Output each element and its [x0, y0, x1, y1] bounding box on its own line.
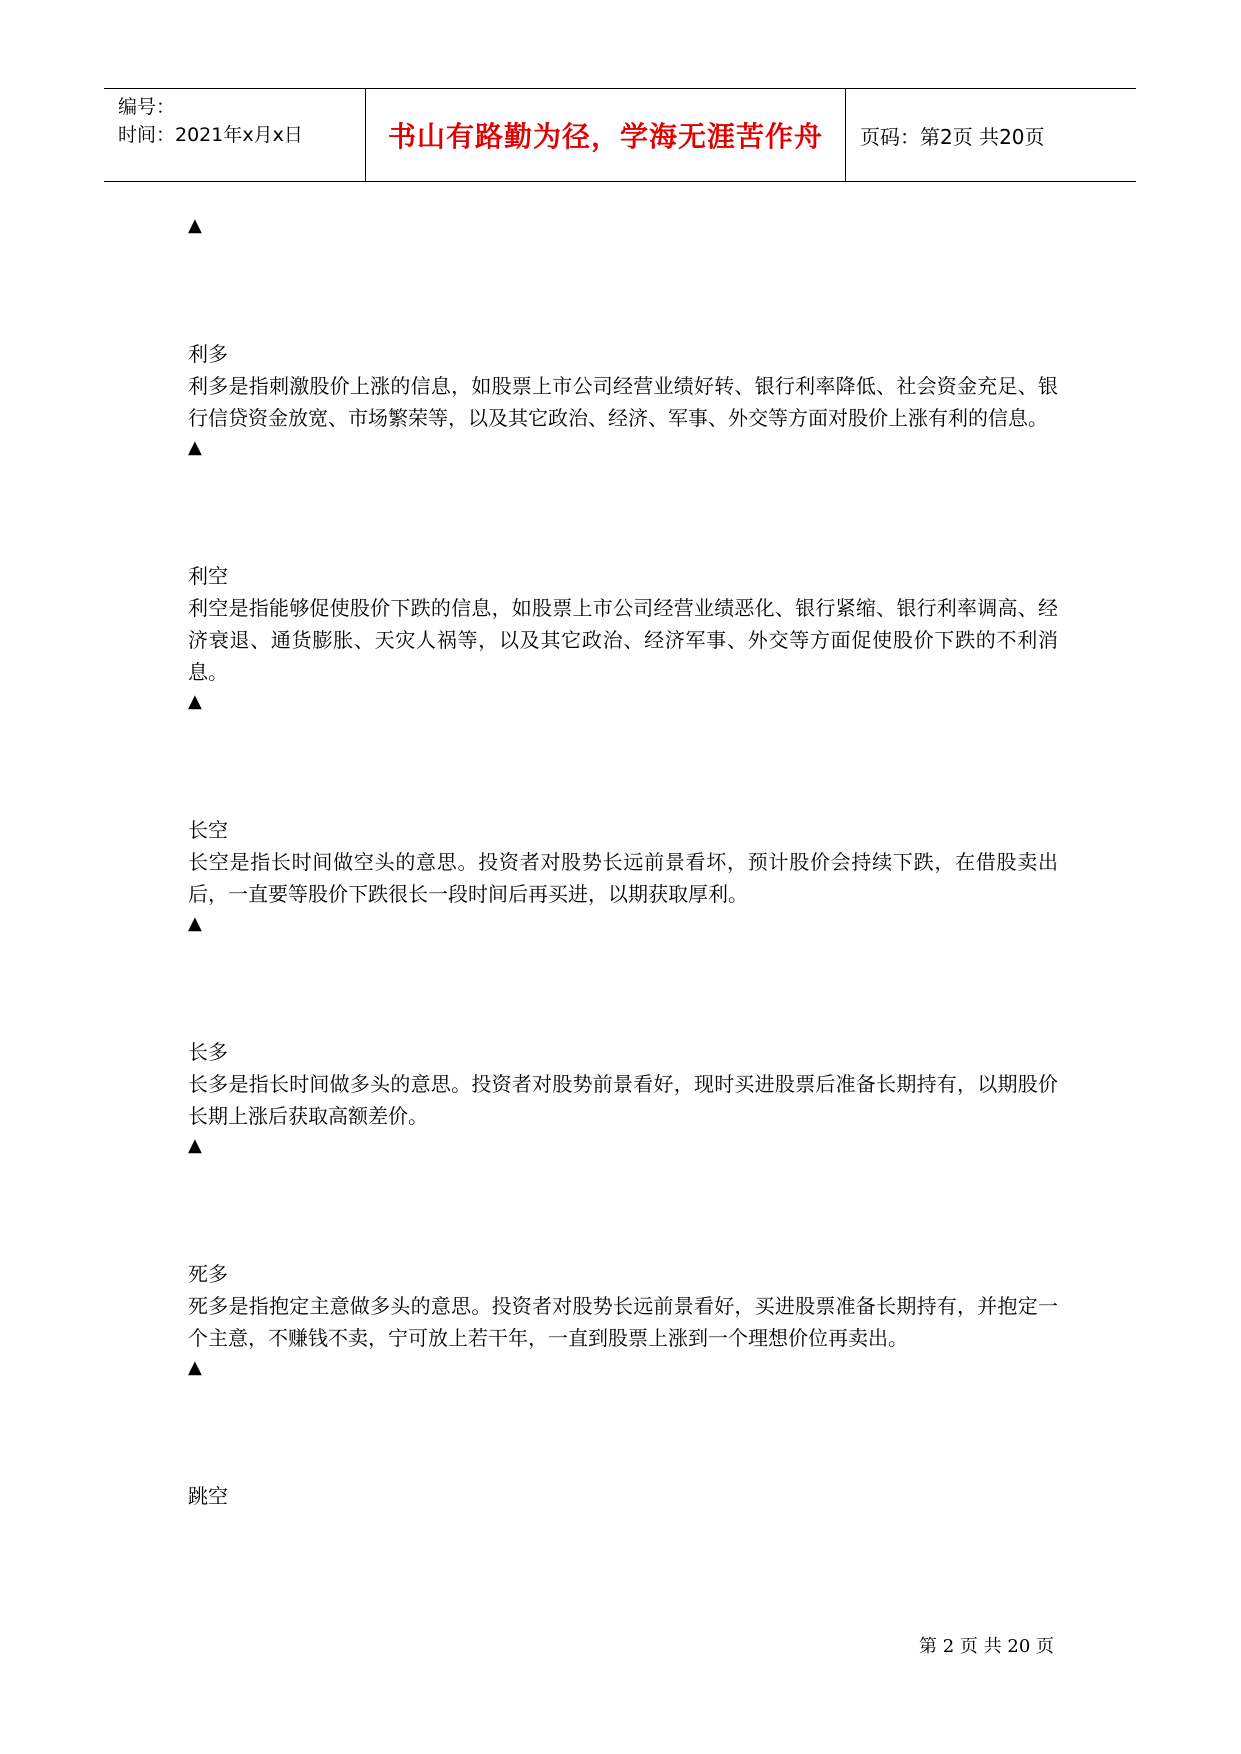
glossary-entry: [188, 338, 1058, 462]
triangle-marker-icon: ▲: [188, 437, 202, 458]
glossary-entry: [188, 1036, 1058, 1160]
glossary-entry: [188, 1258, 1058, 1382]
triangle-marker-icon: ▲: [188, 1357, 202, 1378]
triangle-marker-icon: ▲: [188, 1135, 202, 1156]
header-motto: 书山有路勤为径，学海无涯苦作舟: [366, 89, 846, 181]
page-footer: 第 2 页 共 20 页: [919, 1636, 1054, 1657]
triangle-marker-icon: ▲: [188, 215, 202, 236]
document-body: [188, 212, 1058, 1512]
entry-definition: 死多是指抱定主意做多头的意思。投资者对股势长远前景看好，买进股票准备长期持有，并抱定一个主意，不赚钱不卖，宁可放上若干年，一直到股票上涨到一个理想价位再卖出。: [188, 1294, 1058, 1350]
entry-term: 利空: [188, 564, 228, 588]
header-page-info: 页码：第2页 共20页: [860, 124, 1045, 149]
entry-definition: 利空是指能够促使股价下跌的信息，如股票上市公司经营业绩恶化、银行紧缩、银行利率调高、经济衰退、通货膨胀、天灾人祸等，以及其它政治、经济军事、外交等方面促使股价下跌的不利消息。: [188, 596, 1058, 684]
triangle-marker-icon: ▲: [188, 691, 202, 712]
entry-term: 跳空: [188, 1484, 228, 1508]
entry-term: 长空: [188, 818, 228, 842]
document-time: 时间：2021年x月x日: [118, 124, 303, 146]
entry-definition: 利多是指刺激股价上涨的信息，如股票上市公司经营业绩好转、银行利率降低、社会资金充足、银行信贷资金放宽、市场繁荣等，以及其它政治、经济、军事、外交等方面对股价上涨有利的信息。: [188, 374, 1058, 430]
entry-definition: 长多是指长时间做多头的意思。投资者对股势前景看好，现时买进股票后准备长期持有，以期股价长期上涨后获取高额差价。: [188, 1072, 1058, 1128]
header-meta: [104, 89, 366, 181]
entry-term: 长多: [188, 1040, 228, 1064]
entry-definition: 长空是指长时间做空头的意思。投资者对股势长远前景看坏，预计股价会持续下跌，在借股卖出后，一直要等股价下跌很长一段时间后再买进，以期获取厚利。: [188, 850, 1058, 906]
entry-term: 利多: [188, 342, 228, 366]
glossary-entry: [188, 814, 1058, 938]
entry-term: 死多: [188, 1262, 228, 1286]
glossary-entry: [188, 1480, 1058, 1512]
page-header: [104, 88, 1136, 182]
glossary-entry: [188, 560, 1058, 716]
document-number-label: 编号：: [118, 96, 176, 118]
triangle-marker-icon: ▲: [188, 913, 202, 934]
